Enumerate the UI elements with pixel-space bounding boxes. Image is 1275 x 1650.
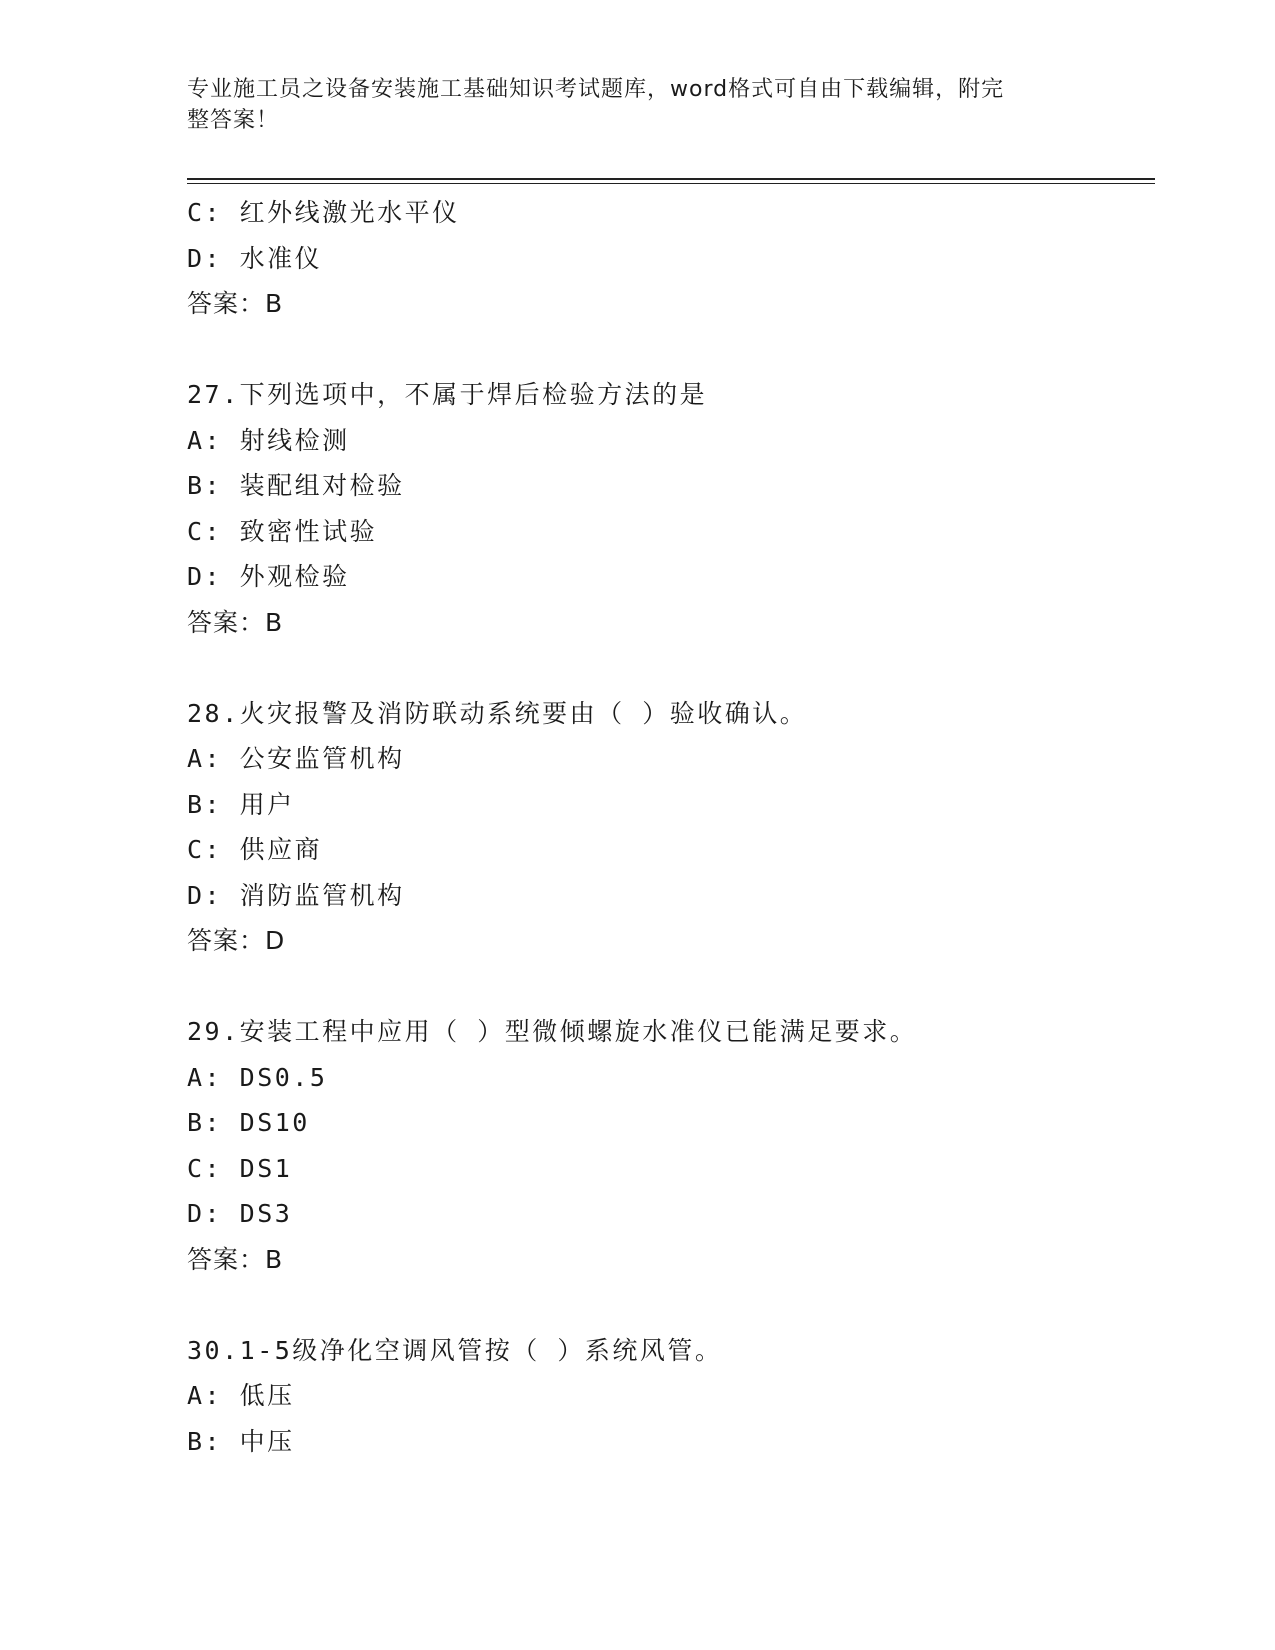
option-c: C: 供应商 <box>187 835 323 864</box>
question-block-27 <box>187 372 1147 645</box>
question-block-28 <box>187 691 1147 964</box>
header-rule-thick <box>187 178 1155 180</box>
option-a: A: 射线检测 <box>187 425 350 455</box>
question-spacer <box>187 964 1147 1010</box>
option-b: B: 用户 <box>187 789 295 819</box>
answer-line: 答案：B <box>187 289 284 318</box>
header-rule-thin <box>187 183 1155 184</box>
answer-line: 答案：B <box>187 1244 284 1274</box>
option-a: A: 公安监管机构 <box>187 744 405 773</box>
option-c: C: 红外线激光水平仪 <box>187 198 460 227</box>
question-spacer <box>187 1282 1147 1328</box>
question-block-29 <box>187 1009 1147 1282</box>
question-list <box>187 190 1147 1464</box>
option-a: A: 低压 <box>187 1381 295 1410</box>
option-a: A: DS0.5 <box>187 1062 328 1092</box>
question-block-26 <box>187 190 1147 327</box>
option-d: D: 水准仪 <box>187 243 323 273</box>
option-c: C: DS1 <box>187 1153 293 1183</box>
option-b: B: DS10 <box>187 1108 310 1137</box>
document-header <box>187 74 1067 136</box>
option-d: D: 外观检验 <box>187 562 350 591</box>
option-b: B: 装配组对检验 <box>187 471 405 500</box>
option-d: D: 消防监管机构 <box>187 880 405 910</box>
option-b: B: 中压 <box>187 1426 295 1456</box>
question-spacer <box>187 645 1147 691</box>
question-stem: 29.安装工程中应用（ ）型微倾螺旋水准仪已能满足要求。 <box>187 1017 918 1046</box>
option-d: D: DS3 <box>187 1199 293 1228</box>
answer-line: 答案：B <box>187 607 284 637</box>
header-line-1: 专业施工员之设备安装施工基础知识考试题库，word格式可自由下载编辑，附完 <box>187 77 1005 102</box>
option-c: C: 致密性试验 <box>187 516 378 546</box>
header-line-2: 整答案！ <box>187 108 280 133</box>
answer-line: 答案：D <box>187 926 286 955</box>
question-stem: 28.火灾报警及消防联动系统要由（ ）验收确认。 <box>187 698 808 728</box>
question-block-30 <box>187 1328 1147 1465</box>
question-stem: 27.下列选项中，不属于焊后检验方法的是 <box>187 380 708 409</box>
question-spacer <box>187 327 1147 373</box>
question-stem: 30.1-5级净化空调风管按（ ）系统风管。 <box>187 1335 723 1365</box>
